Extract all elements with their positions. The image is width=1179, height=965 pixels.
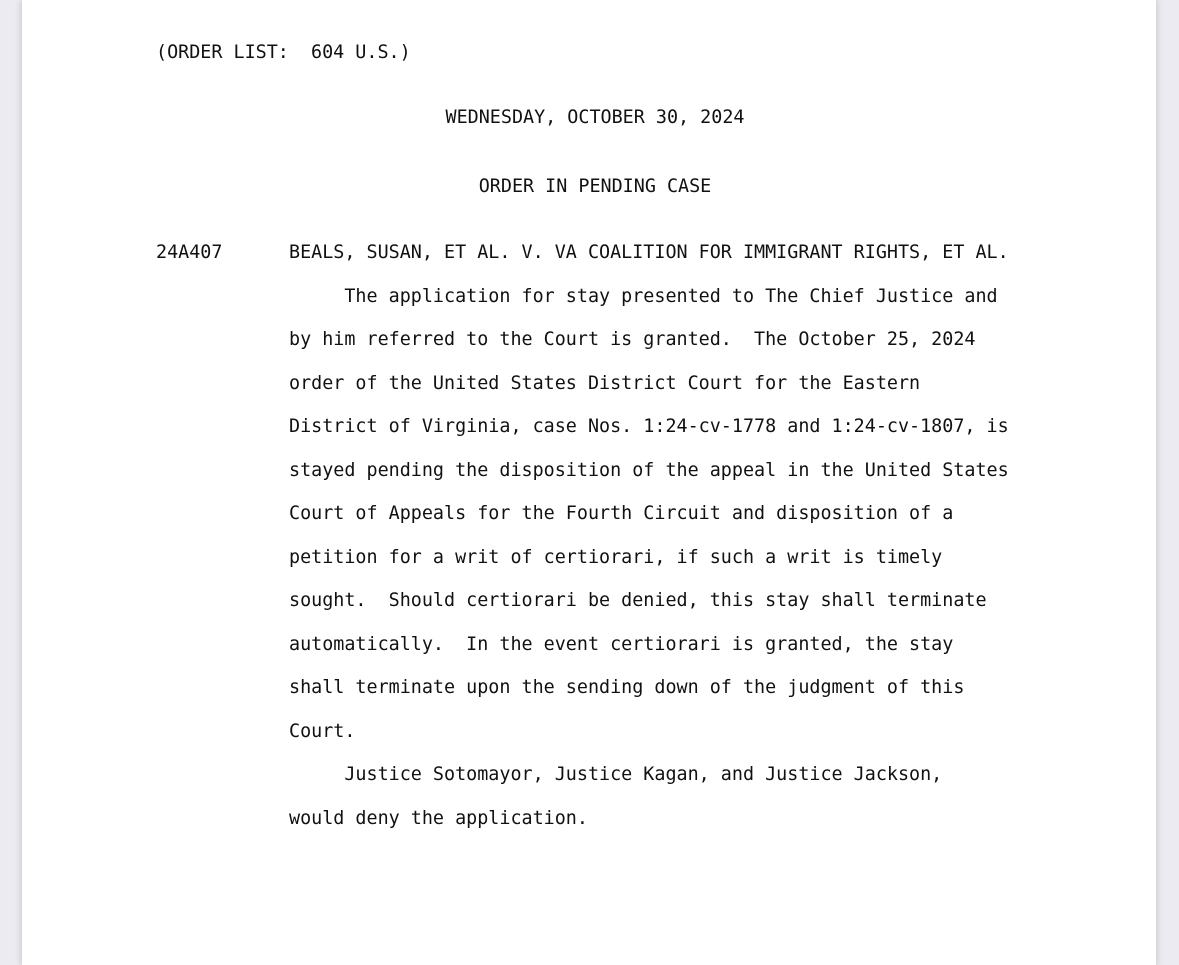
order-text-line: shall terminate upon the sending down of the judgment of this bbox=[289, 677, 965, 698]
order-text-line: petition for a writ of certiorari, if such a writ is timely bbox=[289, 547, 943, 568]
document-page bbox=[22, 0, 1156, 965]
order-text-line: stayed pending the disposition of the appeal in the United States bbox=[289, 460, 1009, 481]
order-text-line: order of the United States District Court for the Eastern bbox=[289, 373, 921, 394]
order-text-line: District of Virginia, case Nos. 1:24-cv-1778 and 1:24-cv-1807, is bbox=[289, 416, 1009, 437]
order-text-line: Court of Appeals for the Fourth Circuit and disposition of a bbox=[289, 503, 954, 524]
order-text-line: The application for stay presented to The Chief Justice and bbox=[289, 286, 998, 307]
dissent-text-line: would deny the application. bbox=[289, 808, 588, 829]
order-text-line: automatically. In the event certiorari is granted, the stay bbox=[289, 634, 954, 655]
order-list-header: (ORDER LIST: 604 U.S.) bbox=[156, 42, 411, 63]
dissent-text-line: Justice Sotomayor, Justice Kagan, and Justice Jackson, bbox=[289, 764, 943, 785]
order-text-line: sought. Should certiorari be denied, this stay shall terminate bbox=[289, 590, 987, 611]
order-text-line: by him referred to the Court is granted. The October 25, 2024 bbox=[289, 329, 976, 350]
order-date: WEDNESDAY, OCTOBER 30, 2024 bbox=[445, 107, 745, 128]
case-caption: BEALS, SUSAN, ET AL. V. VA COALITION FOR IMMIGRANT RIGHTS, ET AL. bbox=[289, 242, 1009, 263]
docket-number: 24A407 bbox=[156, 242, 223, 263]
order-text-line: Court. bbox=[289, 721, 356, 742]
section-heading: ORDER IN PENDING CASE bbox=[478, 176, 712, 197]
